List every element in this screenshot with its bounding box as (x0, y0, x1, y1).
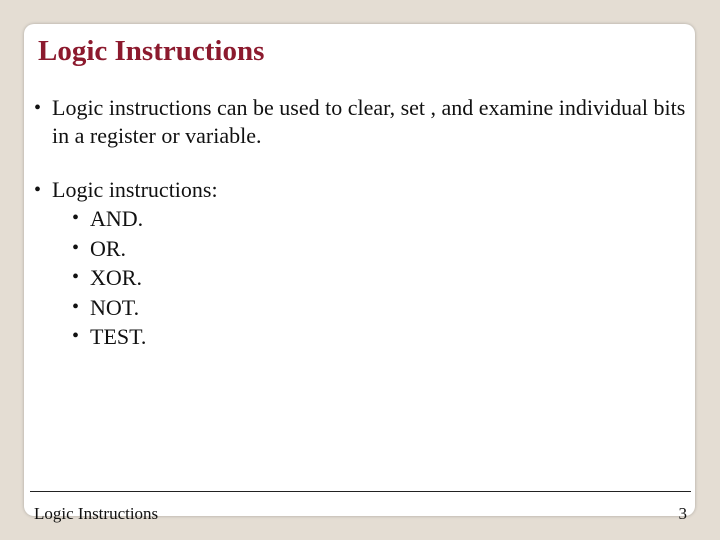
sub-bullet-item (72, 293, 695, 323)
bullet-dot-icon: • (72, 266, 80, 288)
bullet-dot-icon: • (72, 295, 80, 318)
page-number: 3 (678, 504, 687, 523)
bullet-text: Logic instructions can be used to clear, set , and examine individual bits in a register or variable. (52, 95, 686, 148)
bullet-dot-icon: • (34, 97, 42, 119)
sub-bullet-text: XOR. (90, 265, 142, 290)
bullet-dot-icon: • (72, 207, 80, 229)
slide-body (34, 94, 695, 352)
sub-bullet-item (72, 263, 695, 293)
sub-bullet-text: NOT. (90, 294, 140, 320)
sub-bullet-text: OR. (90, 235, 127, 261)
footer-divider (30, 491, 691, 492)
bullet-dot-icon: • (72, 325, 80, 347)
bullet-item (34, 176, 695, 204)
sub-bullet-item (72, 234, 695, 264)
slide (24, 24, 695, 523)
sub-bullet-item (72, 204, 695, 234)
sub-bullet-text: TEST. (90, 324, 147, 349)
bullet-text: Logic instructions: (52, 177, 218, 202)
sub-bullet-item (72, 322, 695, 352)
slide-title: Logic Instructions (38, 35, 265, 67)
footer-title: Logic Instructions (34, 504, 159, 523)
bullet-item (34, 94, 694, 150)
bullet-dot-icon: • (72, 236, 80, 259)
bullet-dot-icon: • (34, 179, 42, 201)
sub-bullet-text: AND. (90, 206, 144, 231)
sub-bullet-list (72, 204, 695, 352)
